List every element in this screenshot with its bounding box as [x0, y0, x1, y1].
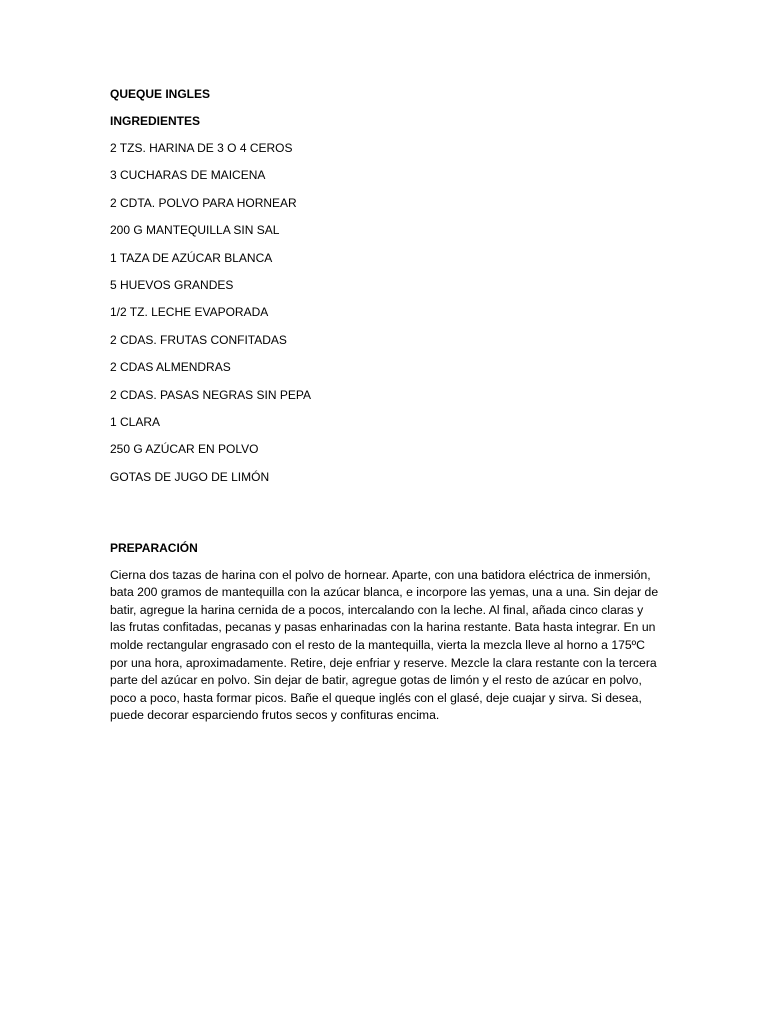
ingredient-item: 200 G MANTEQUILLA SIN SAL	[110, 223, 280, 238]
ingredient-item: 2 CDAS. FRUTAS CONFITADAS	[110, 332, 287, 347]
ingredient-item: 250 G AZÚCAR EN POLVO	[110, 442, 259, 457]
ingredient-item: 1 TAZA DE AZÚCAR BLANCA	[110, 250, 273, 265]
recipe-title: QUEQUE INGLES	[110, 87, 211, 101]
ingredient-item: 3 CUCHARAS DE MAICENA	[110, 168, 266, 183]
preparation-heading: PREPARACIÓN	[110, 540, 198, 555]
ingredient-item: GOTAS DE JUGO DE LIMÓN	[110, 469, 270, 484]
ingredient-item: 2 CDAS. PASAS NEGRAS SIN PEPA	[110, 387, 311, 402]
ingredient-item: 5 HUEVOS GRANDES	[110, 277, 234, 292]
ingredients-heading: INGREDIENTES	[110, 114, 201, 128]
ingredient-item: 2 TZS. HARINA DE 3 O 4 CEROS	[110, 141, 293, 155]
document-content	[110, 86, 660, 725]
preparation-paragraph: Cierna dos tazas de harina con el polvo de hornear. Aparte, con una batidora eléctrica de inmersión, bata 200 gramos de mantequilla con la azúcar blanca, e incorpore las yemas, una a una. Sin dejar de batir, agregue la harina cernida de a pocos, intercalando con la leche. Al final, añada cinco claras y las frutas confitadas, pecanas y pasas enharinadas con la harina restante. Bata hasta integrar. En un molde rectangular engrasado con el resto de la mantequilla, vierta la mezcla lleve al horno a 175ºC por una hora, aproximadamente. Retire, deje enfriar y reserve. Mezcle la clara restante con la tercera parte del azúcar en polvo. Sin dejar de batir, agregue gotas de limón y el resto de azúcar en polvo, poco a poco, hasta formar picos. Bañe el queque inglés con el glasé, deje cuajar y sirva. Si desea, puede decorar esparciendo frutos secos y confituras encima.	[110, 567, 659, 723]
ingredients-list	[110, 140, 660, 485]
ingredient-item: 1 CLARA	[110, 414, 161, 429]
ingredient-item: 2 CDAS ALMENDRAS	[110, 360, 231, 375]
ingredient-item: 1/2 TZ. LECHE EVAPORADA	[110, 305, 269, 320]
ingredient-item: 2 CDTA. POLVO PARA HORNEAR	[110, 195, 297, 210]
